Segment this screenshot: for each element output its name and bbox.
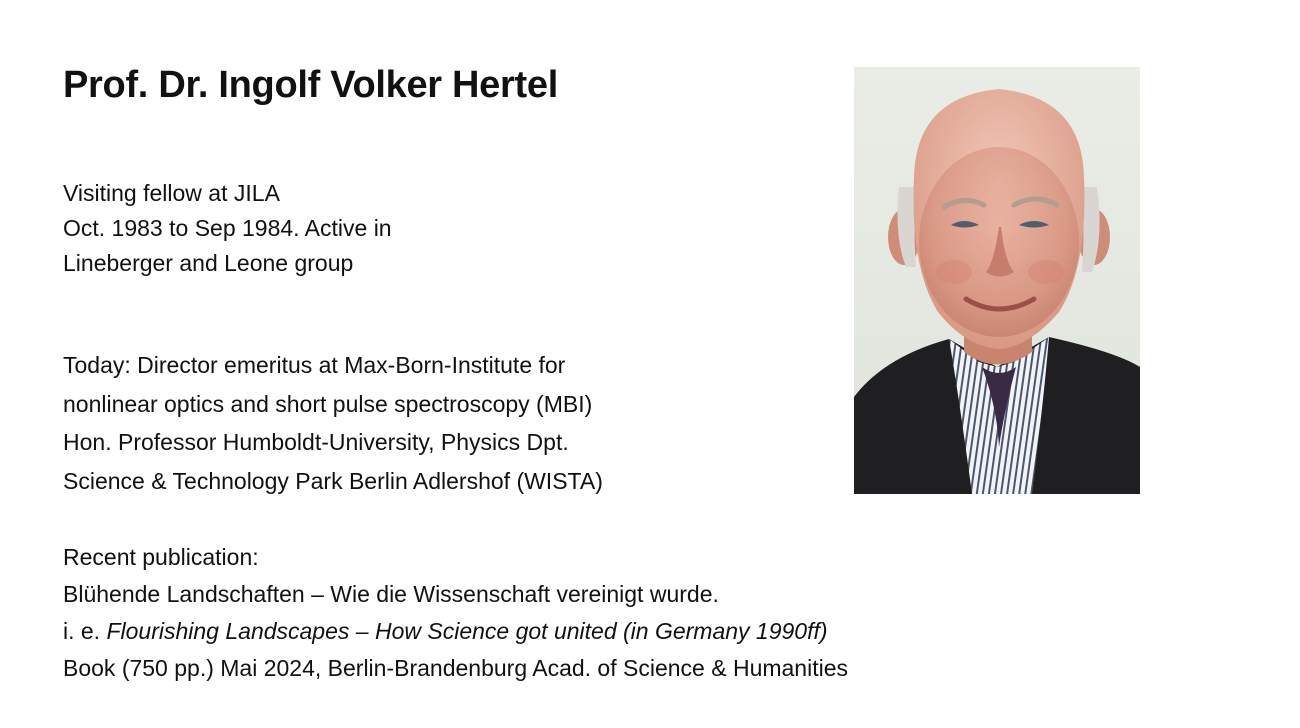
jila-line-3: Lineberger and Leone group: [63, 250, 354, 276]
publication-heading: Recent publication:: [63, 544, 259, 570]
today-line-4: Science & Technology Park Berlin Adlershof (WISTA): [63, 467, 603, 494]
publication-translation: [63, 613, 848, 650]
publication-book-details: Book (750 pp.) Mai 2024, Berlin-Brandenburg Acad. of Science & Humanities: [63, 655, 848, 681]
publication-title-german: Blühende Landschaften – Wie die Wissenschaft vereinigt wurde.: [63, 581, 719, 607]
current-positions: [63, 346, 603, 500]
publication-info: [63, 539, 848, 687]
portrait-illustration: [854, 67, 1140, 494]
today-line-2: nonlinear optics and short pulse spectroscopy (MBI): [63, 390, 593, 417]
translation-prefix: i. e.: [63, 618, 107, 644]
portrait-photo: [854, 67, 1140, 494]
today-line-1: Today: Director emeritus at Max-Born-Institute for: [63, 352, 566, 378]
today-line-3: Hon. Professor Humboldt-University, Physics Dpt.: [63, 429, 569, 455]
translation-title: Flourishing Landscapes – How Science got united (in Germany 1990ff): [106, 618, 828, 644]
page-title: Prof. Dr. Ingolf Volker Hertel: [63, 64, 558, 106]
jila-line-2: Oct. 1983 to Sep 1984. Active in: [63, 215, 392, 241]
jila-line-1: Visiting fellow at JILA: [63, 180, 280, 206]
jila-visit-info: [63, 176, 392, 281]
